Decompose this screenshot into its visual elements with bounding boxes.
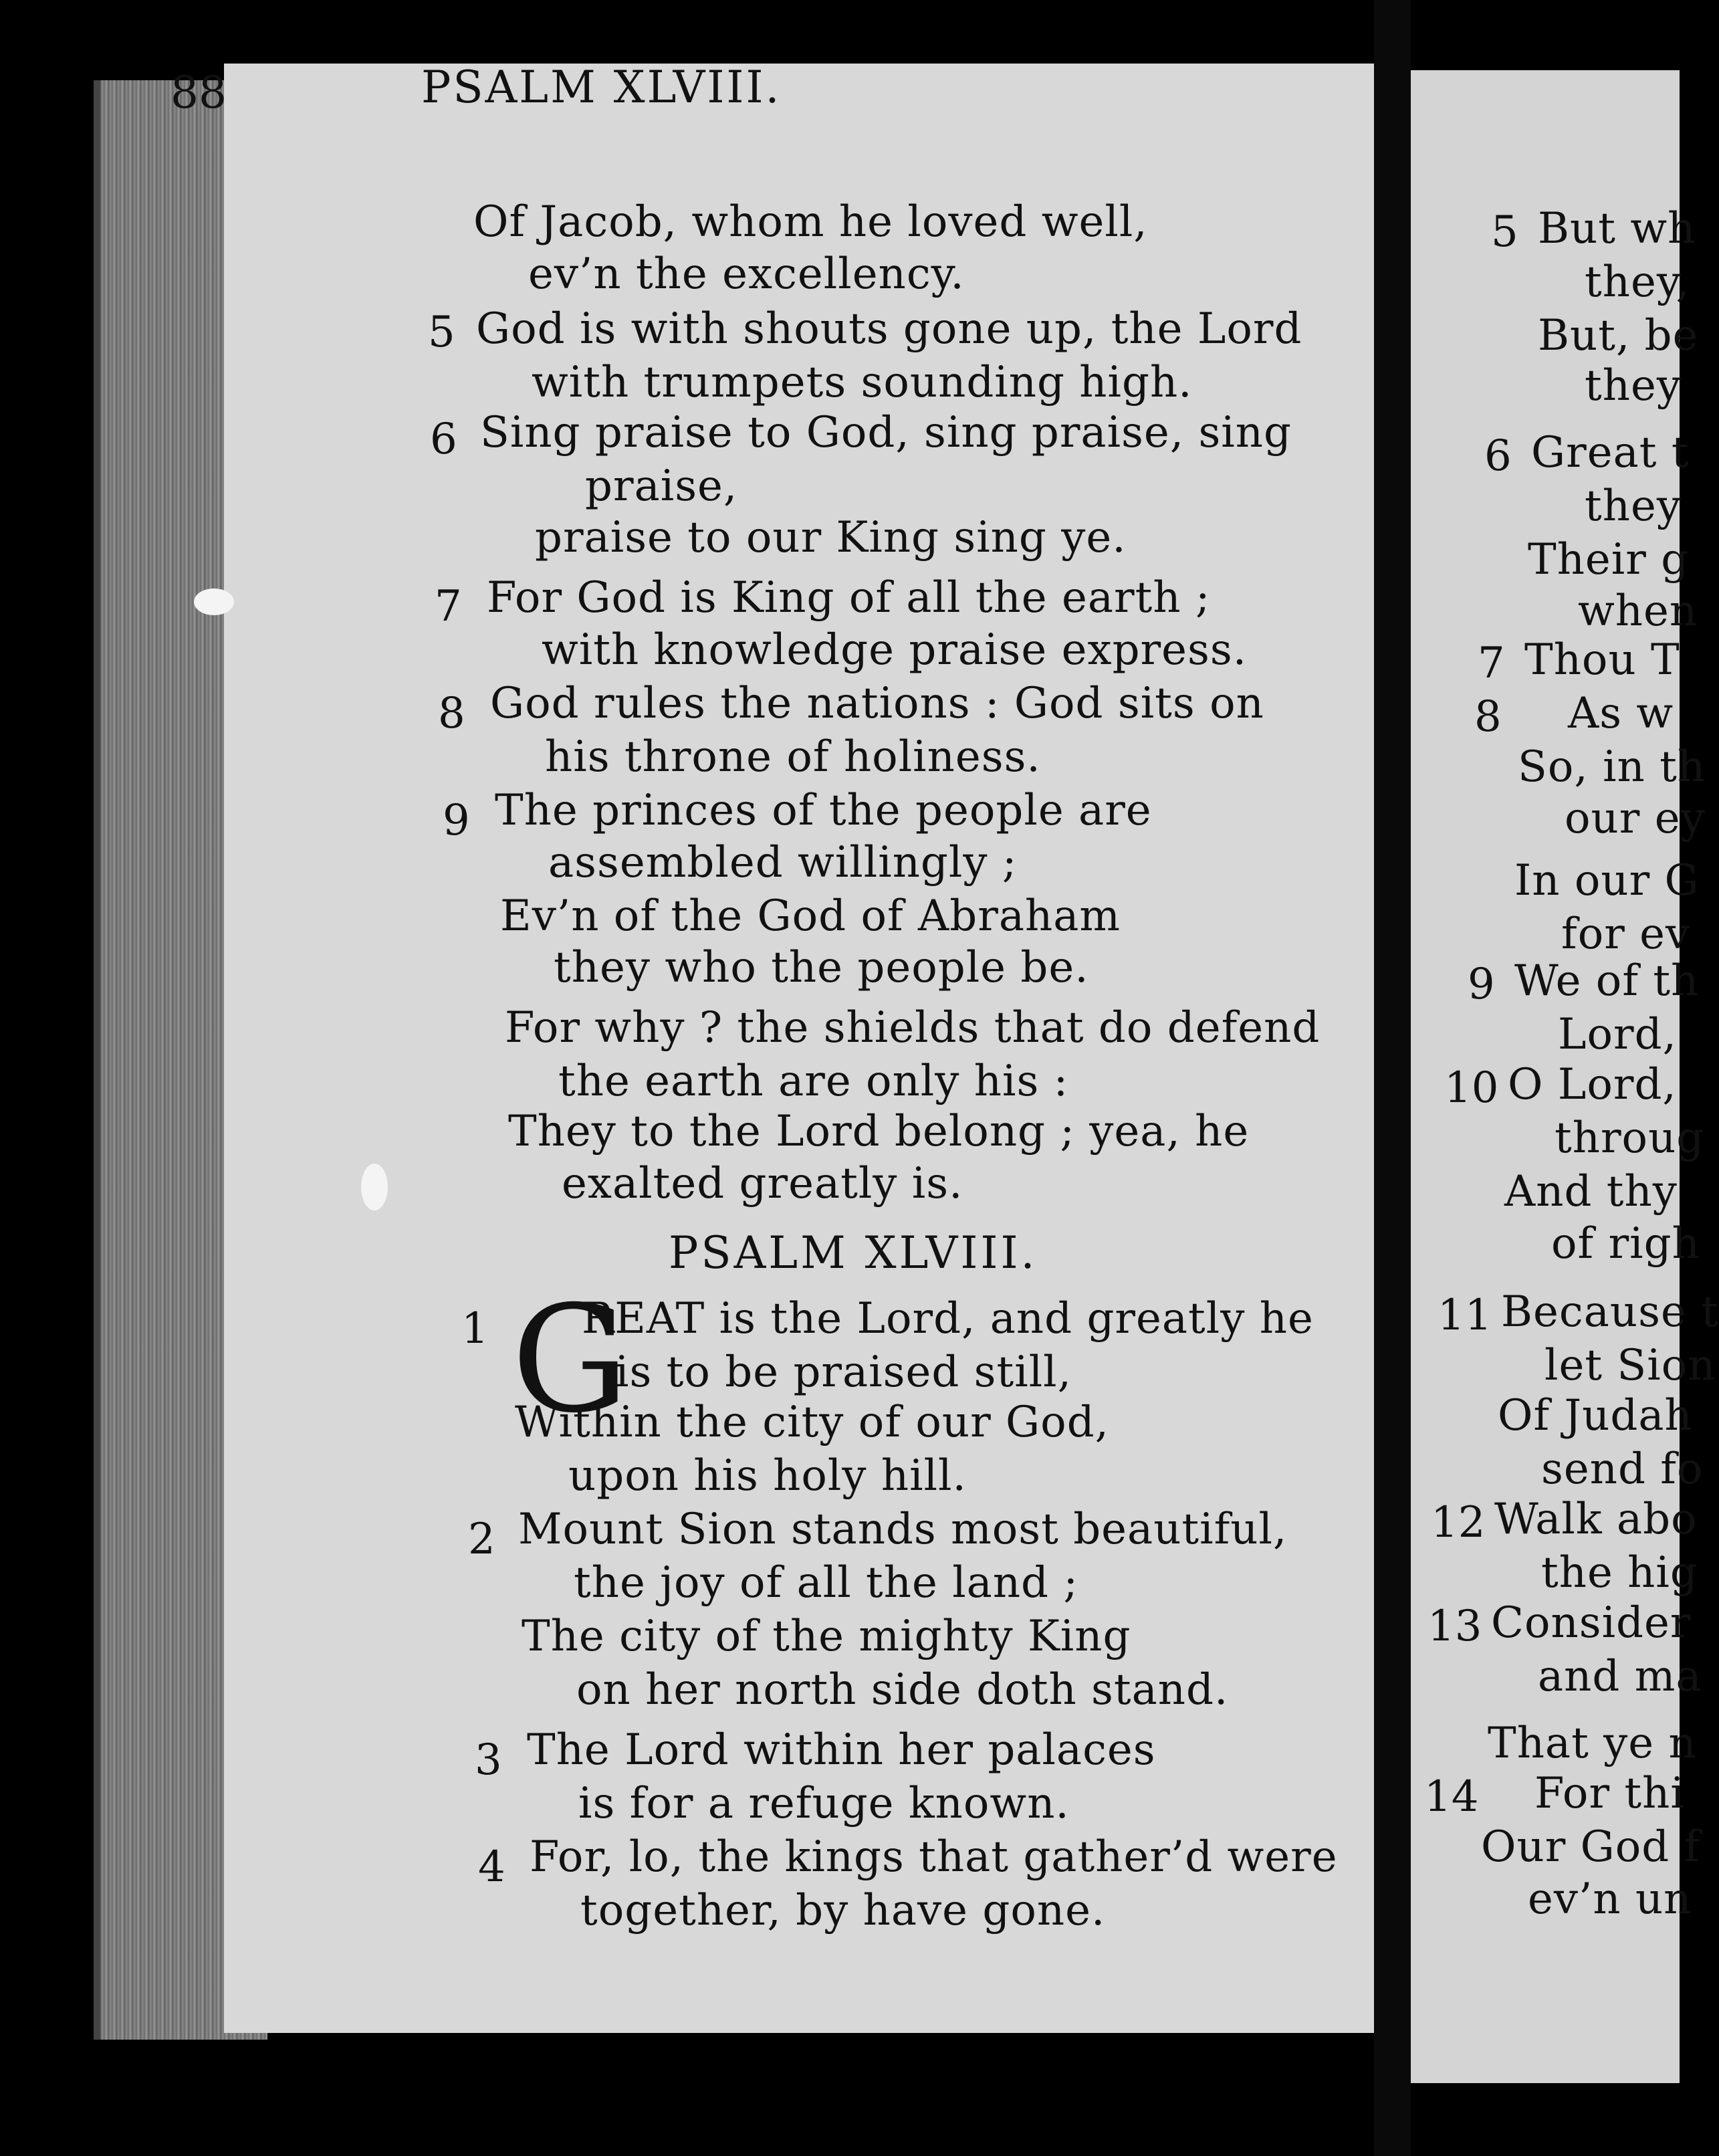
verse-number: 11: [1438, 1291, 1492, 1340]
verse-line: when: [1578, 586, 1698, 636]
verse-line: Lord,: [1558, 1010, 1677, 1059]
verse-number: 13: [1427, 1602, 1482, 1651]
verse-line: Within the city of our God,: [515, 1398, 1109, 1447]
verse-line: In our G: [1514, 856, 1700, 905]
verse-line: they: [1585, 361, 1682, 411]
verse-line: We of th: [1514, 956, 1700, 1006]
verse-number: 6: [1484, 431, 1512, 481]
verse-line: of righ: [1551, 1219, 1700, 1269]
verse-line: send fo: [1541, 1444, 1704, 1494]
verse-number: 8: [438, 689, 465, 738]
verse-line: But, be: [1538, 311, 1699, 360]
verse-line: For thi: [1534, 1769, 1685, 1818]
verse-line: the earth are only his :: [558, 1057, 1069, 1106]
verse-line: Thou T: [1524, 635, 1680, 685]
verse-line: the joy of all the land ;: [574, 1558, 1078, 1608]
verse-number: 5: [428, 308, 455, 357]
verse-line: For why ? the shields that do defend: [505, 1003, 1321, 1053]
verse-number: 7: [435, 582, 462, 631]
verse-line: O Lord,: [1508, 1060, 1677, 1109]
verse-line: Their g: [1528, 535, 1690, 584]
verse-line: is for a refuge known.: [578, 1779, 1070, 1828]
psalm-heading: PSALM XLVIII.: [669, 1227, 1038, 1279]
verse-line: Our God f: [1481, 1822, 1701, 1872]
verse-line: assembled willingly ;: [548, 838, 1018, 887]
verse-line: throug: [1555, 1113, 1705, 1163]
verse-line: is to be praised still,: [615, 1348, 1072, 1397]
verse-line: Of Jacob, whom he loved well,: [473, 197, 1148, 247]
verse-line: As w: [1568, 689, 1674, 738]
verse-line: they,: [1585, 257, 1690, 307]
verse-line: And thy: [1504, 1167, 1678, 1216]
verse-number: 4: [478, 1842, 505, 1892]
book-gutter: [1374, 0, 1411, 2156]
paper-stain: [361, 1164, 388, 1210]
verse-line: The Lord within her palaces: [527, 1725, 1156, 1775]
verse-line: the hig: [1541, 1548, 1698, 1598]
verse-line: together, by have gone.: [580, 1886, 1106, 1935]
verse-number: 14: [1424, 1772, 1479, 1822]
paper-stain: [194, 588, 234, 615]
verse-line: praise to our King sing ye.: [535, 513, 1127, 562]
verse-line: ev’n the excellency.: [528, 249, 965, 299]
verse-line: God rules the nations : God sits on: [490, 679, 1264, 728]
verse-line: and ma: [1538, 1652, 1702, 1701]
verse-line: Great t: [1531, 428, 1690, 477]
verse-line: Walk abo: [1494, 1495, 1698, 1544]
verse-line: Mount Sion stands most beautiful,: [518, 1505, 1288, 1554]
verse-line: with knowledge praise express.: [542, 625, 1248, 675]
verse-line: So, in th: [1518, 742, 1706, 792]
verse-number: 5: [1491, 207, 1518, 257]
verse-line: exalted greatly is.: [562, 1159, 963, 1208]
verse-line: Sing praise to God, sing praise, sing: [480, 408, 1292, 457]
verse-line: The princes of the people are: [495, 786, 1152, 835]
verse-line: Because t: [1501, 1287, 1719, 1337]
verse-line: For God is King of all the earth ;: [487, 573, 1211, 623]
verse-line: with trumpets sounding high.: [532, 358, 1193, 407]
verse-number: 8: [1474, 692, 1502, 742]
verse-line: God is with shouts gone up, the Lord: [476, 304, 1302, 354]
verse-line: For, lo, the kings that gather’d were: [530, 1832, 1338, 1882]
verse-number: 2: [468, 1515, 495, 1564]
verse-number: 9: [443, 796, 470, 845]
verse-number: 3: [475, 1735, 502, 1785]
verse-number: 12: [1431, 1498, 1486, 1547]
verse-line: Consider: [1491, 1598, 1692, 1648]
verse-number: 7: [1478, 639, 1505, 688]
drop-cap-letter: G: [511, 1274, 629, 1445]
verse-line: on her north side doth stand.: [576, 1665, 1229, 1715]
running-head: PSALM XLVIII.: [421, 62, 782, 113]
verse-number: 6: [430, 415, 457, 464]
verse-line: Ev’n of the God of Abraham: [500, 891, 1121, 941]
verse-line: But wh: [1538, 204, 1696, 253]
verse-line: ev’n un: [1528, 1874, 1692, 1924]
verse-number: 10: [1444, 1063, 1499, 1113]
page-number: 88: [170, 67, 227, 118]
verse-number: 1: [461, 1304, 489, 1354]
verse-number: 9: [1468, 960, 1495, 1009]
verse-line: our ey: [1565, 794, 1706, 843]
verse-line: praise,: [585, 461, 738, 511]
verse-line: Of Judah: [1498, 1391, 1693, 1440]
verse-line: They to the Lord belong ; yea, he: [508, 1107, 1250, 1156]
verse-line: REAT is the Lord, and greatly he: [582, 1294, 1314, 1343]
verse-line: his throne of holiness.: [545, 732, 1041, 782]
verse-line: for ev: [1561, 909, 1691, 959]
verse-line: they who the people be.: [554, 943, 1089, 992]
verse-line: That ye n: [1488, 1719, 1697, 1768]
verse-line: upon his holy hill.: [568, 1451, 967, 1501]
verse-line: let Sion: [1544, 1341, 1716, 1390]
verse-line: they: [1585, 481, 1682, 531]
verse-line: The city of the mighty King: [522, 1612, 1131, 1661]
